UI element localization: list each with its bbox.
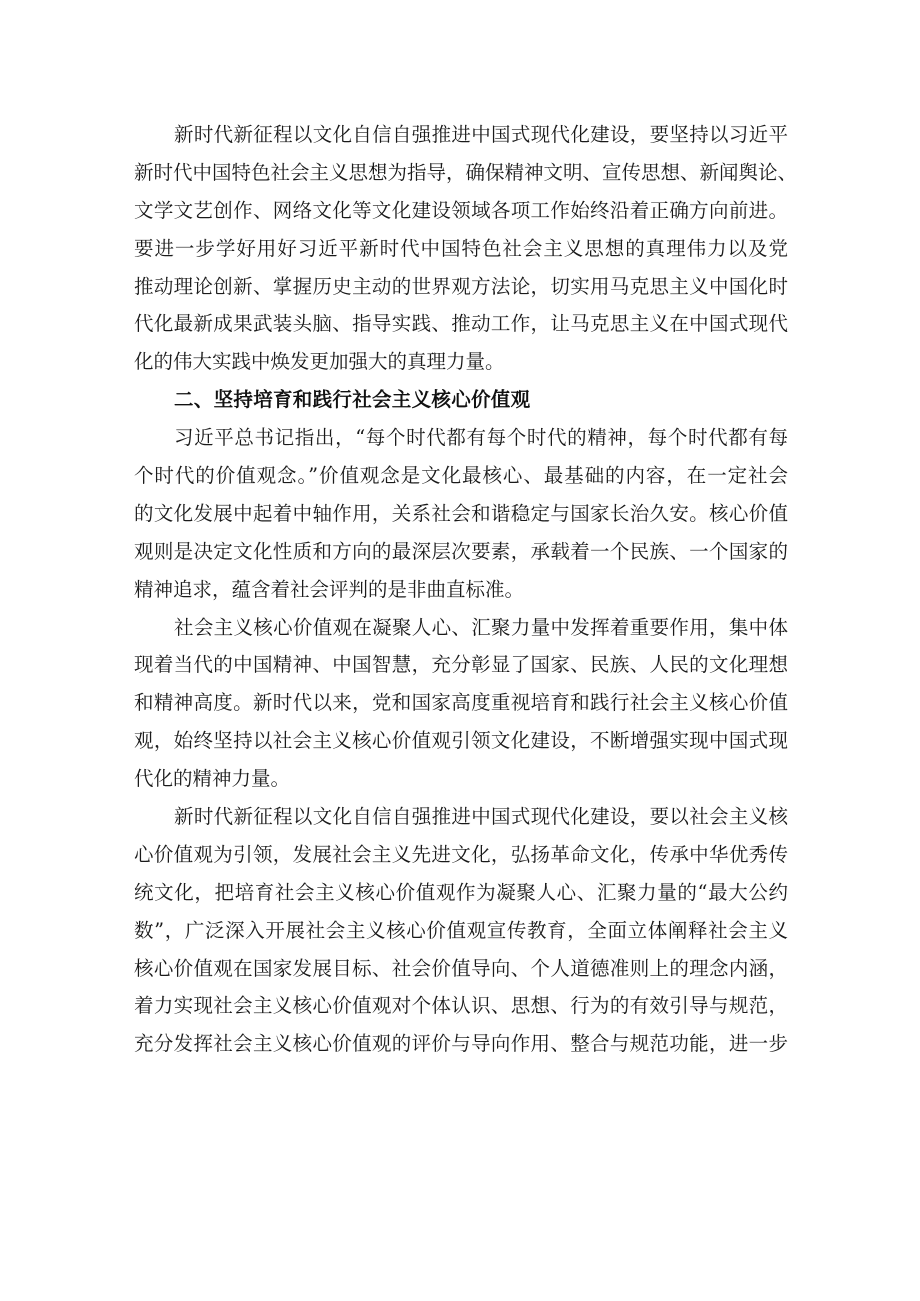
text-line: 着力实现社会主义核心价值观对个体认识、思想、行为的有效引导与规范， [134, 994, 788, 1018]
text-line: 习近平总书记指出，“每个时代都有每个时代的精神，每个时代都有每 [174, 426, 788, 450]
text-line: 统文化，把培育社会主义核心价值观作为凝聚人心、汇聚力量的“最大公约 [134, 880, 788, 904]
text-line: 化的伟大实践中焕发更加强大的真理力量。 [134, 350, 505, 374]
text-line: 充分发挥社会主义核心价值观的评价与导向作用、整合与规范功能，进一步 [134, 1032, 788, 1056]
document-body [134, 116, 798, 1063]
body-paragraph [134, 798, 788, 1063]
text-line: 代化最新成果武装头脑、指导实践、推动工作，让马克思主义在中国式现代 [134, 312, 788, 336]
text-line: 要进一步学好用好习近平新时代中国特色社会主义思想的真理伟力以及党 [134, 236, 788, 260]
text-line: 文学文艺创作、网络文化等文化建设领域各项工作始终沿着正确方向前进。 [134, 198, 788, 222]
text-line: 观则是决定文化性质和方向的最深层次要素，承载着一个民族、一个国家的 [134, 539, 788, 563]
text-line: 的文化发展中起着中轴作用，关系社会和谐稳定与国家长治久安。核心价值 [134, 501, 788, 525]
body-paragraph [134, 419, 788, 608]
text-line: 社会主义核心价值观在凝聚人心、汇聚力量中发挥着重要作用，集中体 [174, 615, 788, 639]
text-line: 个时代的价值观念。”价值观念是文化最核心、最基础的内容，在一定社会 [134, 464, 788, 488]
body-paragraph [134, 116, 798, 381]
text-line: 新时代中国特色社会主义思想为指导，确保精神文明、宣传思想、新闻舆论、 [134, 160, 798, 184]
text-line: 代化的精神力量。 [134, 767, 291, 791]
text-line: 核心价值观在国家发展目标、社会价值导向、个人道德准则上的理念内涵， [134, 956, 788, 980]
body-paragraph [134, 609, 788, 798]
text-line: 精神追求，蕴含着社会评判的是非曲直标准。 [134, 577, 525, 601]
text-line: 现着当代的中国精神、中国智慧，充分彰显了国家、民族、人民的文化理想 [134, 653, 788, 677]
text-line: 推动理论创新、掌握历史主动的世界观方法论，切实用马克思主义中国化时 [134, 274, 788, 298]
text-line: 心价值观为引领，发展社会主义先进文化，弘扬革命文化，传承中华优秀传 [134, 842, 788, 866]
text-line: 新时代新征程以文化自信自强推进中国式现代化建设，要坚持以习近平 [174, 123, 788, 146]
text-line: 和精神高度。新时代以来，党和国家高度重视培育和践行社会主义核心价值 [134, 691, 788, 715]
section-heading: 二、坚持培育和践行社会主义核心价值观 [174, 388, 531, 412]
text-line: 观，始终坚持以社会主义核心价值观引领文化建设，不断增强实现中国式现 [134, 729, 788, 753]
text-line: 新时代新征程以文化自信自强推进中国式现代化建设，要以社会主义核 [174, 805, 788, 829]
text-line: 数”，广泛深入开展社会主义核心价值观宣传教育，全面立体阐释社会主义 [134, 918, 788, 942]
